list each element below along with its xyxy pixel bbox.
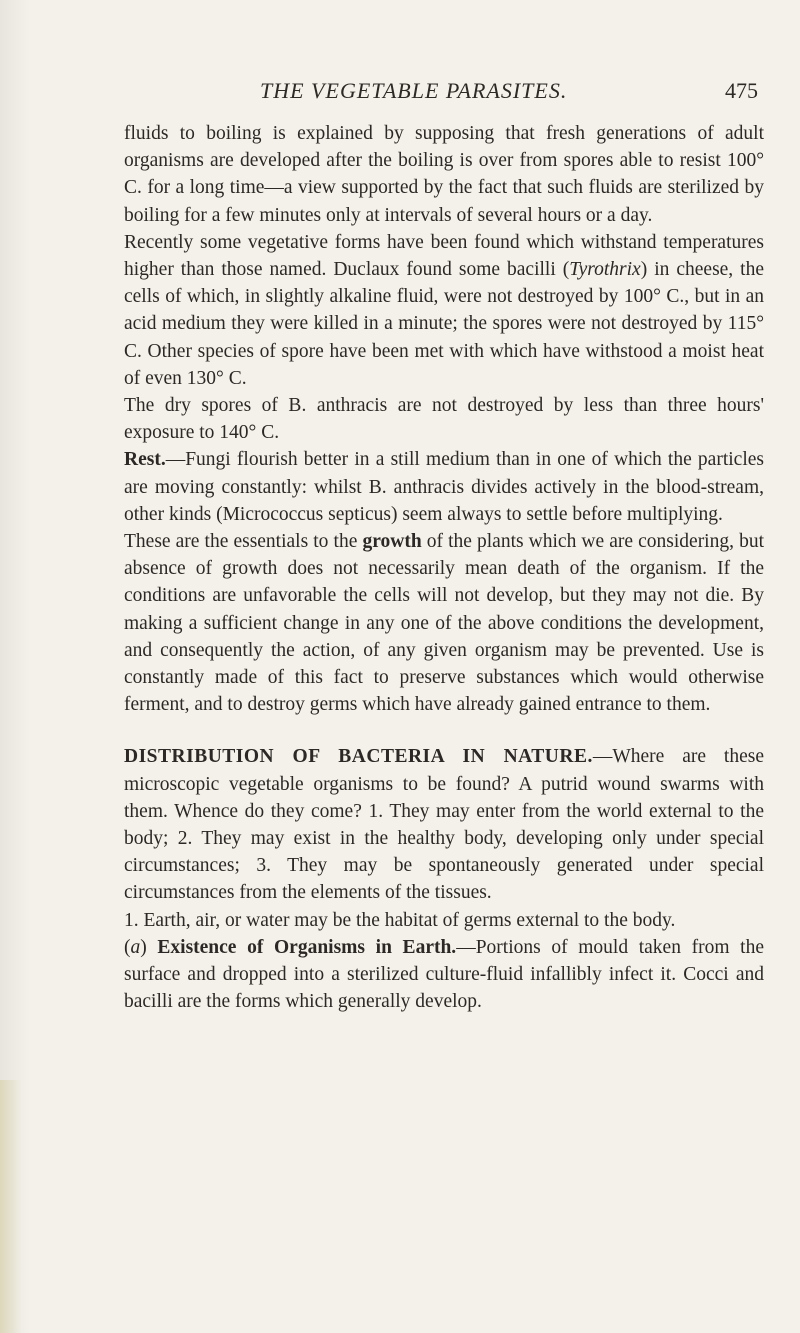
page-number: 475 — [725, 78, 758, 103]
paragraph-2 — [124, 229, 764, 392]
paragraph-2-text-a: Recently some vegetative forms have been found which withstand temperatures higher than those named. Duclaux found some bacilli ( — [124, 231, 764, 281]
paragraph-7: 1. Earth, air, or water may be the habitat of germs external to the body. — [124, 909, 676, 931]
paragraph-5-text-a: These are the essentials to the — [124, 531, 363, 553]
paragraph-8 — [124, 934, 764, 1016]
growth-term: growth — [362, 531, 422, 553]
rest-heading: Rest. — [124, 449, 166, 471]
running-title: THE VEGETABLE PARASITES. — [260, 78, 568, 103]
paper-stain — [0, 1080, 22, 1333]
paragraph-8-label-letter: a — [130, 936, 141, 958]
paragraph-6-text: —Where are these microscopic vegetable organisms to be found? A putrid wound swarms with them. Whence do they come? 1. They may enter from the world external to the body; 2. They may exist in the healthy body, developing only under special circumstances; 3. They may be spontaneously generated under special circumstances from the elements of the tissues. — [124, 746, 764, 904]
paragraph-8-text: —Portions of mould taken from the surface and dropped into a sterilized culture-fluid infallibly infect it. Cocci and bacilli are the forms which generally develop. — [124, 936, 764, 1013]
paragraph-3: The dry spores of B. anthracis are not destroyed by less than three hours' exposure to 140° C. — [124, 395, 764, 444]
paragraph-2-text-b: ) in cheese, the cells of which, in slightly alkaline fluid, were not destroyed by 100° C., but in an acid medium they were killed in a minute; the spores were not destroyed by 115° C. Other species of spore have been met with which have withstood a moist heat of even 130° C. — [124, 259, 764, 389]
tyrothrix-term: Tyrothrix — [569, 259, 641, 281]
organisms-in-earth-heading: Existence of Organisms in Earth. — [157, 936, 457, 958]
paragraph-1: fluids to boiling is explained by supposing that fresh generations of adult organisms are developed after the boiling is over from spores able to resist 100° C. for a long time—a view supported by the fact that such fluids are sterilized by boiling for a few minutes only at intervals of several hours or a day. — [124, 123, 764, 226]
paragraph-4-text: —Fungi flourish better in a still medium than in one of which the particles are moving constantly: whilst B. anthracis divides actively in the blood-stream, other kinds (Micrococcus septicus) seem always to settle before multiplying. — [124, 449, 764, 525]
body-text — [124, 120, 764, 1016]
distribution-heading: DISTRIBUTION OF BACTERIA IN NATURE. — [124, 746, 593, 768]
paragraph-8-label-close: ) — [140, 936, 158, 958]
page-header — [0, 78, 800, 108]
paragraph-5 — [124, 528, 764, 718]
paragraph-8-label-open: ( — [124, 936, 131, 958]
paragraph-4 — [124, 446, 764, 528]
paragraph-5-text-b: of the plants which we are considering, but absence of growth does not necessarily mean death of the organism. If the conditions are unfavorable the cells will not develop, but they may not die. By making a sufficient change in any one of the above conditions the development, and consequently the action, of any given organism may be prevented. Use is constantly made of this fact to preserve substances which would otherwise ferment, and to destroy germs which have already gained entrance to them. — [124, 531, 764, 716]
paragraph-6 — [124, 743, 764, 906]
